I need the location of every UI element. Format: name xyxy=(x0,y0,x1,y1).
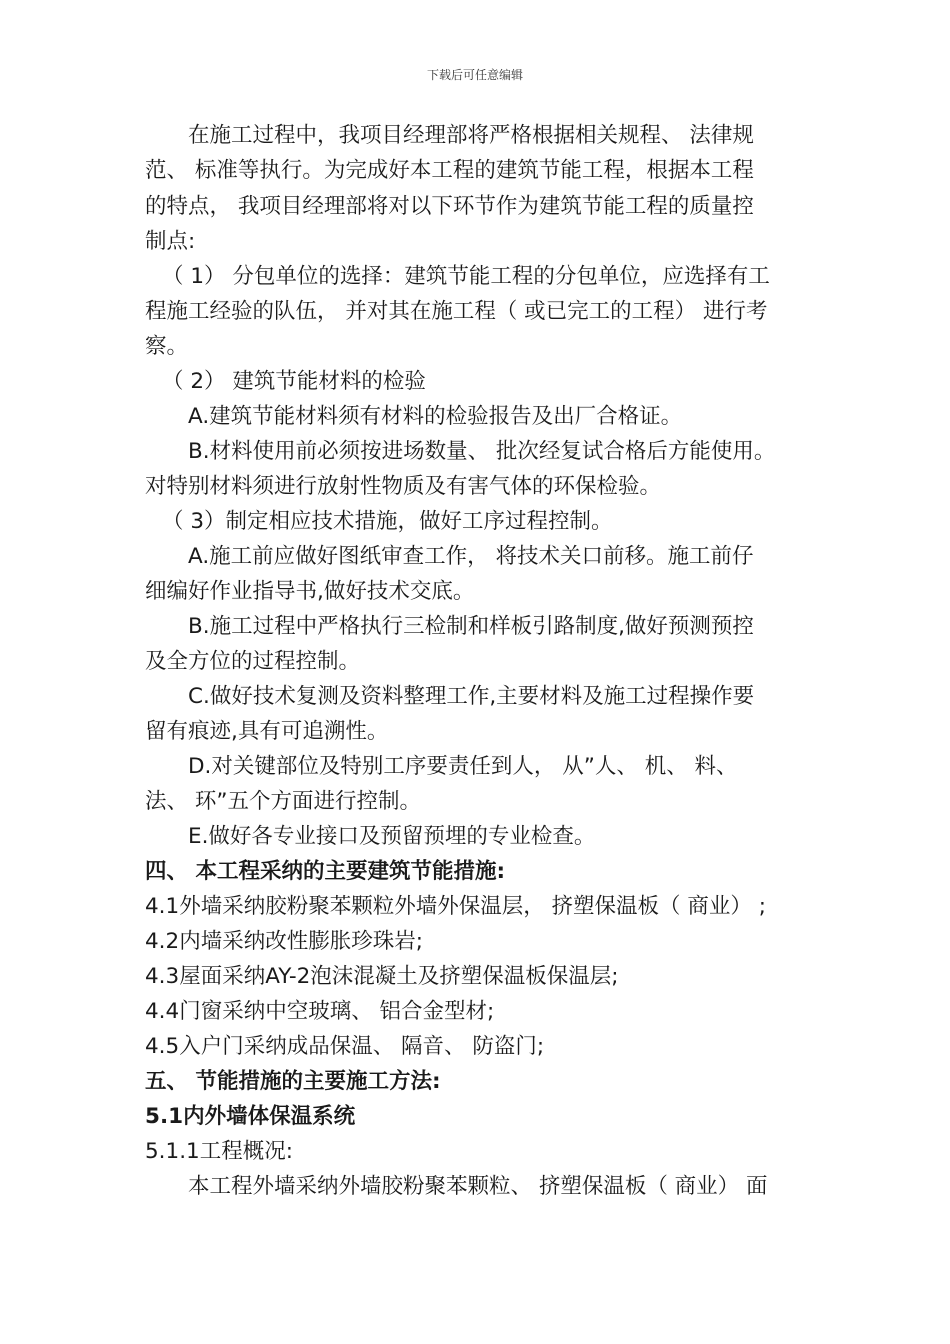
paragraph-line: 法、 环”五个方面进行控制。 xyxy=(145,789,421,814)
list-item: 4.3屋面采纳AY-2泡沫混凝土及挤塑保温板保温层; xyxy=(145,964,619,989)
section-heading: 五、 节能措施的主要施工方法: xyxy=(145,1069,441,1094)
paragraph-line: 程施工经验的队伍， 并对其在施工程（ 或已完工的工程） 进行考 xyxy=(145,299,768,324)
sub-item: A.建筑节能材料须有材料的检验报告及出厂合格证。 xyxy=(188,404,683,429)
sub-item: E.做好各专业接口及预留预埋的专业检查。 xyxy=(188,824,596,849)
list-item: （ 3）制定相应技术措施，做好工序过程控制。 xyxy=(162,509,613,534)
paragraph-line: 留有痕迹,具有可追溯性。 xyxy=(145,719,389,744)
paragraph-line: 细编好作业指导书,做好技术交底。 xyxy=(145,579,475,604)
sub-item: B.施工过程中严格执行三检制和样板引路制度,做好预测预控 xyxy=(188,614,754,639)
list-item: 4.5入户门采纳成品保温、 隔音、 防盗门; xyxy=(145,1034,545,1059)
sub-item: C.做好技术复测及资料整理工作,主要材料及施工过程操作要 xyxy=(188,684,755,709)
paragraph-line: 范、 标准等执行。为完成好本工程的建筑节能工程，根据本工程 xyxy=(145,158,754,183)
sub-item: D.对关键部位及特别工序要责任到人， 从”人、 机、 料、 xyxy=(188,754,738,779)
list-item: （ 2） 建筑节能材料的检验 xyxy=(162,369,426,394)
paragraph-line: 在施工过程中，我项目经理部将严格根据相关规程、 法律规 xyxy=(188,123,754,148)
sub-item: A.施工前应做好图纸审查工作， 将技术关口前移。施工前仔 xyxy=(188,544,754,569)
paragraph-line: 的特点， 我项目经理部将对以下环节作为建筑节能工程的质量控 xyxy=(145,194,754,219)
list-item: 4.4门窗采纳中空玻璃、 铝合金型材; xyxy=(145,999,495,1024)
list-item: （ 1） 分包单位的选择：建筑节能工程的分包单位，应选择有工 xyxy=(162,264,770,289)
paragraph-line: 制点: xyxy=(145,229,196,254)
section-heading: 四、 本工程采纳的主要建筑节能措施: xyxy=(145,859,506,884)
paragraph-line: 本工程外墙采纳外墙胶粉聚苯颗粒、 挤塑保温板（ 商业） 面 xyxy=(188,1174,768,1199)
subsection-heading: 5.1内外墙体保温系统 xyxy=(145,1104,356,1129)
list-item: 4.2内墙采纳改性膨胀珍珠岩; xyxy=(145,929,423,954)
subsection-label: 5.1.1工程概况: xyxy=(145,1139,293,1164)
paragraph-line: 对特别材料须进行放射性物质及有害气体的环保检验。 xyxy=(145,474,662,499)
paragraph-line: 及全方位的过程控制。 xyxy=(145,649,361,674)
sub-item: B.材料使用前必须按进场数量、 批次经复试合格后方能使用。 xyxy=(188,439,776,464)
paragraph-line: 察。 xyxy=(145,334,189,359)
page-header: 下载后可任意编辑 xyxy=(426,68,523,82)
list-item: 4.1外墙采纳胶粉聚苯颗粒外墙外保温层， 挤塑保温板（ 商业） ; xyxy=(145,894,766,919)
